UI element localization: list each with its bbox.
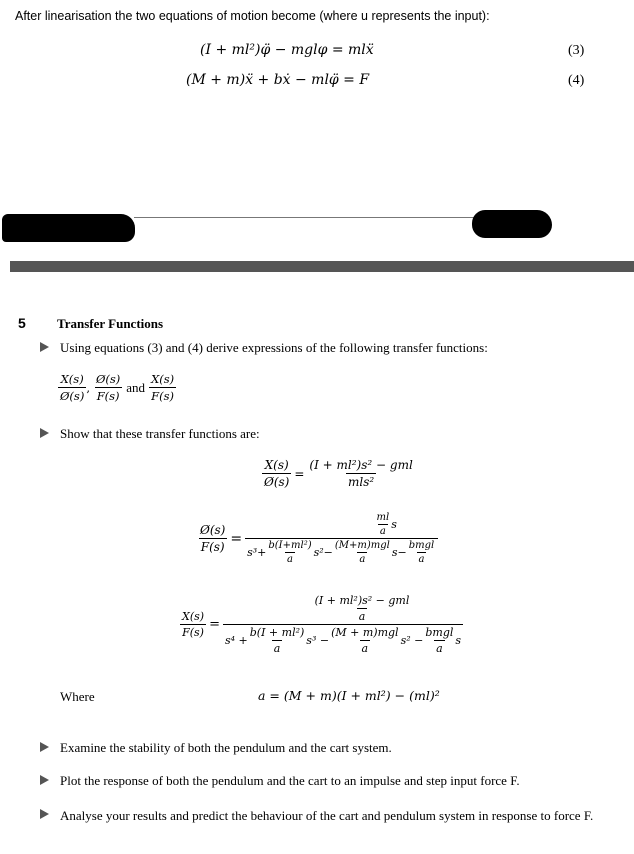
tf-list-and: and bbox=[126, 379, 146, 395]
tf3-equals: = bbox=[209, 617, 220, 632]
tf2-den-s2: s²− bbox=[313, 546, 333, 559]
redaction-left bbox=[2, 214, 135, 242]
bullet-analyse: Analyse your results and predict the behaviour of the cart and pendulum system in response to force F. bbox=[60, 808, 594, 823]
tf1-rhs-num: (I + ml²)s² − gml bbox=[309, 458, 413, 472]
where-label: Where bbox=[60, 689, 95, 704]
tf2-den-f2-num: (M+m)mgl bbox=[334, 540, 390, 551]
tf2-den-f1-num: b(I+ml²) bbox=[268, 540, 312, 551]
tf3-lhs-den: F(s) bbox=[182, 626, 204, 639]
tf3-num-num: (I + ml²)s² − gml bbox=[314, 594, 410, 607]
tf-x-over-f bbox=[180, 594, 463, 655]
tf3-num-den: a bbox=[358, 610, 366, 623]
header-rule bbox=[134, 217, 474, 218]
tf2-equals: = bbox=[230, 530, 243, 547]
tf1-lhs-num: X(s) bbox=[264, 458, 289, 472]
tf2-den-s3: s³+ bbox=[247, 546, 267, 559]
tf3-den-s4: s⁴ + bbox=[224, 634, 248, 647]
bullet-stability: Examine the stability of both the pendulum and the cart system. bbox=[60, 740, 392, 755]
tf-phi-over-f bbox=[198, 512, 438, 565]
bullet-derive: Using equations (3) and (4) derive expressions of the following transfer functions: bbox=[60, 340, 488, 355]
tf-list-sep: , bbox=[86, 380, 90, 395]
where-equation: a = (M + m)(I + ml²) − (ml)² bbox=[258, 688, 440, 703]
header-bar bbox=[10, 261, 634, 272]
tf3-den-s2: s² − bbox=[400, 634, 424, 647]
tf-list-den-3: F(s) bbox=[151, 389, 175, 403]
equation-3: (I + ml²)φ̈ − mglφ = mlẍ bbox=[200, 42, 374, 58]
tf-list-den-2: F(s) bbox=[96, 389, 120, 403]
tf2-den-f3-num: bmgl bbox=[408, 540, 435, 551]
tf1-equals: = bbox=[294, 466, 305, 481]
tf2-num-ml: ml bbox=[376, 512, 390, 523]
tf2-den-f2-den: a bbox=[359, 554, 366, 565]
tf2-lhs-den: F(s) bbox=[200, 540, 225, 554]
tf2-num-a: a bbox=[379, 526, 386, 537]
bullet-plot: Plot the response of both the pendulum and the cart to an impulse and step input force F. bbox=[60, 773, 520, 788]
tf3-den-s3: s³ − bbox=[306, 634, 330, 647]
tf3-den-s: s bbox=[455, 634, 462, 647]
tf3-den-f3-den: a bbox=[436, 642, 443, 655]
tf1-rhs-den: mls² bbox=[348, 475, 375, 489]
intro-text: After linearisation the two equations of motion become (where u represents the input): bbox=[15, 9, 490, 23]
tf-x-over-phi bbox=[262, 458, 415, 489]
tf3-den-f1-den: a bbox=[273, 642, 281, 655]
tf2-den-s: s− bbox=[391, 546, 407, 559]
tf-list-num-1: X(s) bbox=[60, 372, 84, 386]
equation-4-number: (4) bbox=[568, 73, 585, 88]
tf2-den-f1-den: a bbox=[287, 554, 293, 565]
tf2-lhs-num: Ø(s) bbox=[200, 523, 226, 537]
tf3-lhs-num: X(s) bbox=[182, 610, 205, 623]
equation-4: (M + m)ẍ + bẋ − mlφ̈ = F bbox=[186, 72, 370, 88]
tf-list-num-2: Ø(s) bbox=[95, 372, 121, 386]
tf3-den-f2-den: a bbox=[361, 642, 369, 655]
section-number: 5 bbox=[18, 315, 26, 331]
bullet-show: Show that these transfer functions are: bbox=[60, 426, 260, 441]
tf-list-den-1: Ø(s) bbox=[60, 389, 85, 403]
tf2-num-s: s bbox=[391, 518, 397, 531]
tf-list-num-3: X(s) bbox=[151, 372, 175, 386]
redaction-right bbox=[472, 210, 552, 238]
tf3-den-f2-num: (M + m)mgl bbox=[331, 626, 399, 639]
bullet-arrow-icon bbox=[40, 742, 49, 752]
equation-3-number: (3) bbox=[568, 43, 585, 58]
tf2-den-f3-den: a bbox=[418, 554, 425, 565]
bullet-arrow-icon bbox=[40, 342, 49, 352]
tf1-lhs-den: Ø(s) bbox=[264, 475, 290, 489]
tf-list bbox=[58, 372, 176, 403]
tf3-den-f1-num: b(I + ml²) bbox=[249, 626, 305, 639]
section-title: Transfer Functions bbox=[57, 316, 164, 331]
tf3-den-f3-num: bmgl bbox=[425, 626, 454, 639]
bullet-arrow-icon bbox=[40, 809, 49, 819]
bullet-arrow-icon bbox=[40, 775, 49, 785]
bullet-arrow-icon bbox=[40, 428, 49, 438]
